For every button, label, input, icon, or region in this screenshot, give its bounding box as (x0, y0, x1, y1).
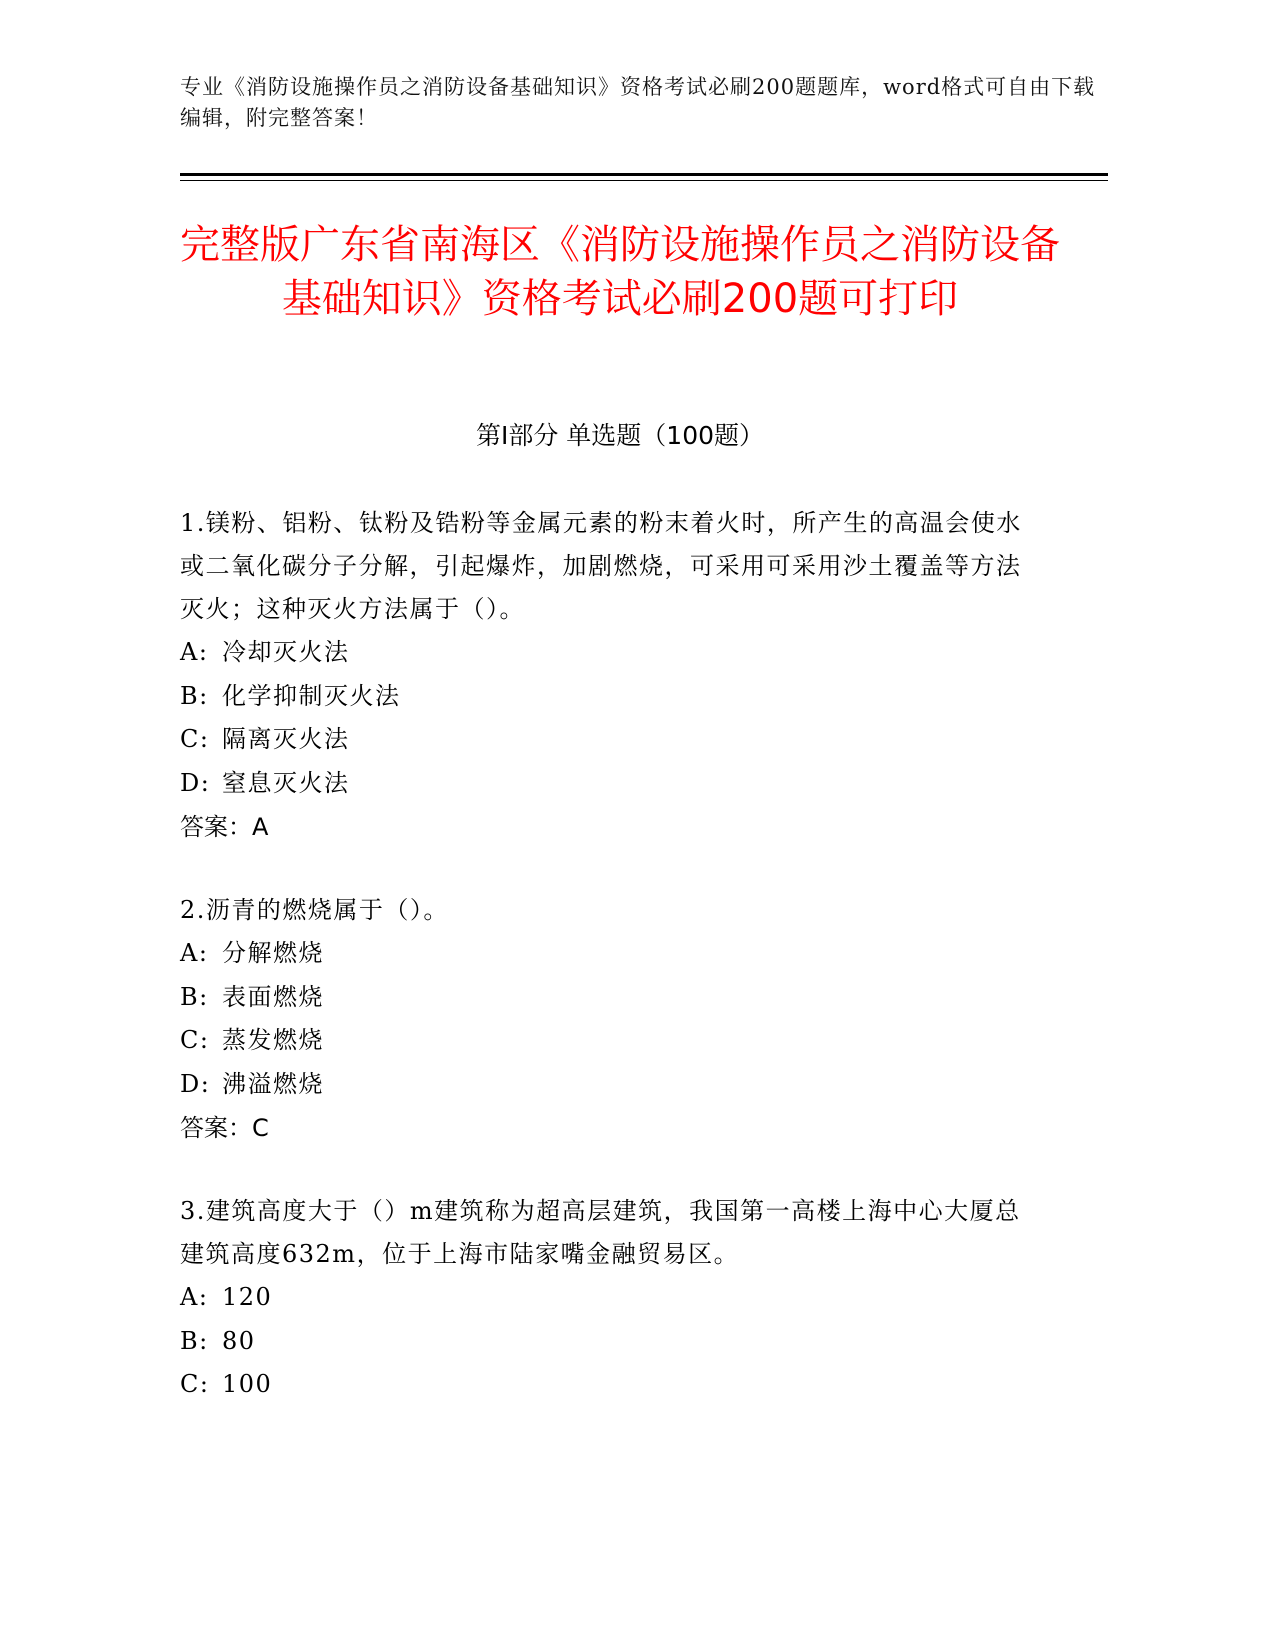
option-c (180, 718, 1040, 762)
answer-line: 答案：C (180, 1114, 269, 1142)
option-text: 120 (222, 1283, 273, 1311)
option-text: 80 (222, 1326, 256, 1355)
option-key: C: (180, 725, 210, 753)
option-key: D: (180, 1069, 211, 1098)
option-d (180, 762, 1040, 806)
option-text: 100 (222, 1370, 273, 1398)
option-c (180, 1019, 1040, 1063)
option-text: 沸溢燃烧 (222, 1069, 324, 1098)
section-title: 第I部分 单选题（100题） (475, 421, 765, 450)
option-key: B: (180, 1326, 209, 1355)
option-text: 分解燃烧 (222, 939, 324, 967)
option-b (180, 675, 1040, 719)
option-text: 表面燃烧 (222, 982, 324, 1011)
question-2 (180, 889, 1040, 1150)
question-stem: 2.沥青的燃烧属于（）。 (180, 896, 449, 924)
option-b (180, 1320, 1040, 1364)
option-a (180, 1276, 1040, 1320)
question-stem: 1.镁粉、铝粉、钛粉及锆粉等金属元素的粉末着火时，所产生的高温会使水或二氧化碳分子分解，引起爆炸，加剧燃烧，可采用可采用沙土覆盖等方法灭火；这种灭火方法属于（）。 (180, 509, 1022, 623)
header-rule-thin (180, 180, 1108, 181)
option-key: B: (180, 982, 209, 1011)
option-key: A: (180, 638, 209, 666)
option-a (180, 631, 1040, 675)
option-key: C: (180, 1026, 210, 1054)
option-key: A: (180, 1283, 209, 1311)
question-list (180, 502, 1040, 1447)
option-text: 隔离灭火法 (222, 725, 350, 753)
document-title: 完整版广东省南海区《消防设施操作员之消防设备基础知识》资格考试必刷200题可打印 (180, 222, 1060, 322)
option-c (180, 1363, 1040, 1407)
question-1 (180, 502, 1040, 849)
option-key: A: (180, 939, 209, 967)
question-stem: 3.建筑高度大于（）m建筑称为超高层建筑，我国第一高楼上海中心大厦总建筑高度632m，位于上海市陆家嘴金融贸易区。 (180, 1197, 1021, 1268)
option-d (180, 1063, 1040, 1107)
option-a (180, 932, 1040, 976)
option-key: C: (180, 1370, 210, 1398)
document-header: 专业《消防设施操作员之消防设备基础知识》资格考试必刷200题题库，word格式可自由下载编辑，附完整答案！ (180, 75, 1096, 130)
option-key: D: (180, 768, 211, 797)
option-text: 蒸发燃烧 (222, 1026, 324, 1054)
option-text: 化学抑制灭火法 (222, 681, 401, 710)
header-rule-thick (180, 173, 1108, 176)
option-text: 窒息灭火法 (222, 768, 350, 797)
option-b (180, 976, 1040, 1020)
option-text: 冷却灭火法 (222, 638, 350, 666)
question-3 (180, 1190, 1040, 1407)
answer-line: 答案：A (180, 813, 269, 841)
option-key: B: (180, 681, 209, 710)
